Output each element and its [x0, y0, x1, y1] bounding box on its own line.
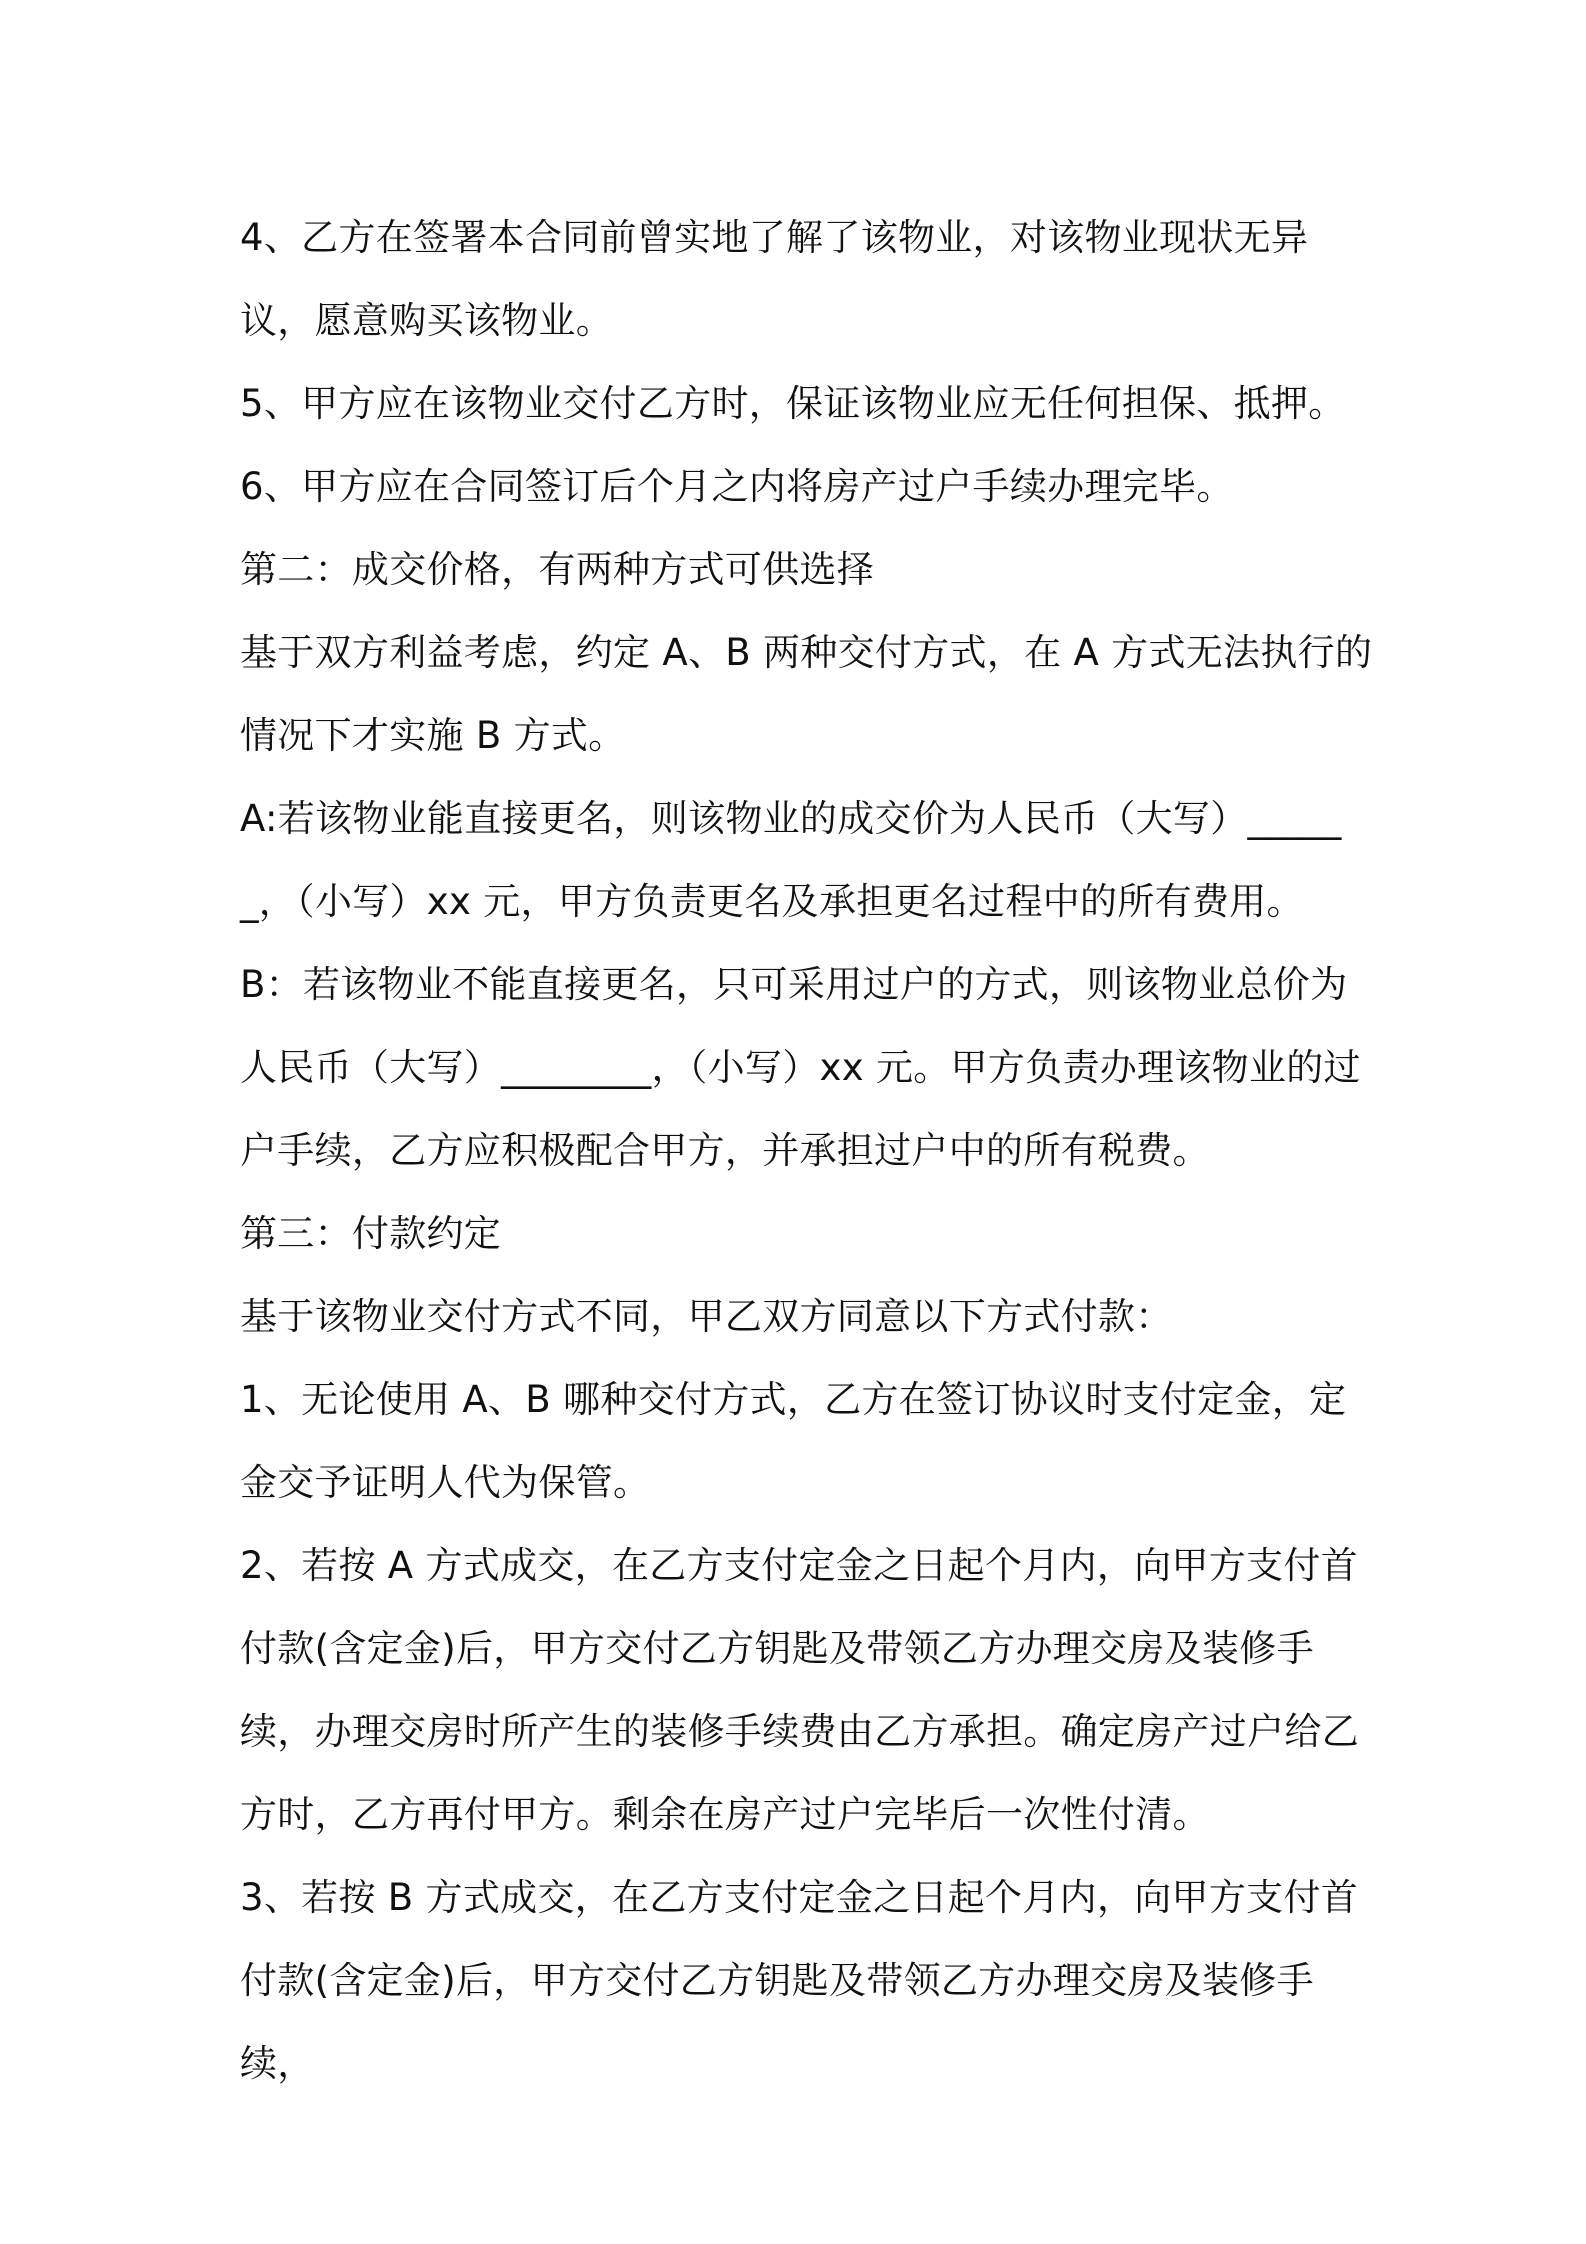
payment-clause-3: 3、若按 B 方式成交，在乙方支付定金之日起个月内，向甲方支付首付款(含定金)后，甲方交付乙方钥匙及带领乙方办理交房及装修手续， — [240, 1876, 1359, 2085]
clause-6-transfer-deadline: 6、甲方应在合同签订后个月之内将房产过户手续办理完毕。 — [240, 465, 1234, 508]
clause-4-inspection: 4、乙方在签署本合同前曾实地了解了该物业，对该物业现状无异议，愿意购买该物业。 — [240, 216, 1309, 342]
payment-clause-2: 2、若按 A 方式成交，在乙方支付定金之日起个月内，向甲方支付首付款(含定金)后，甲方交付乙方钥匙及带领乙方办理交房及装修手续，办理交房时所产生的装修手续费由乙方承担。确定房产过户给乙方时，乙方再付甲方。剩余在房产过户完毕后一次性付清。 — [240, 1544, 1359, 1836]
section-2-heading: 第二：成交价格，有两种方式可供选择 — [240, 548, 875, 591]
clause-5-no-mortgage: 5、甲方应在该物业交付乙方时，保证该物业应无任何担保、抵押。 — [240, 382, 1346, 425]
option-a-paragraph: A:若该物业能直接更名，则该物业的成交价为人民币（大写）______，（小写）xx 元，甲方负责更名及承担更名过程中的所有费用。 — [240, 797, 1342, 923]
section-2-intro: 基于双方利益考虑，约定 A、B 两种交付方式，在 A 方式无法执行的情况下才实施 B 方式。 — [240, 631, 1373, 757]
option-b-paragraph: B：若该物业不能直接更名，只可采用过户的方式，则该物业总价为人民币（大写）________，（小写）xx 元。甲方负责办理该物业的过户手续，乙方应积极配合甲方，并承担过户中的所有税费。 — [240, 963, 1361, 1172]
payment-clause-1: 1、无论使用 A、B 哪种交付方式，乙方在签订协议时支付定金，定金交予证明人代为保管。 — [240, 1378, 1347, 1504]
document-body — [240, 196, 1380, 2105]
section-3-heading: 第三：付款约定 — [240, 1212, 502, 1255]
section-3-intro: 基于该物业交付方式不同，甲乙双方同意以下方式付款： — [240, 1295, 1173, 1338]
